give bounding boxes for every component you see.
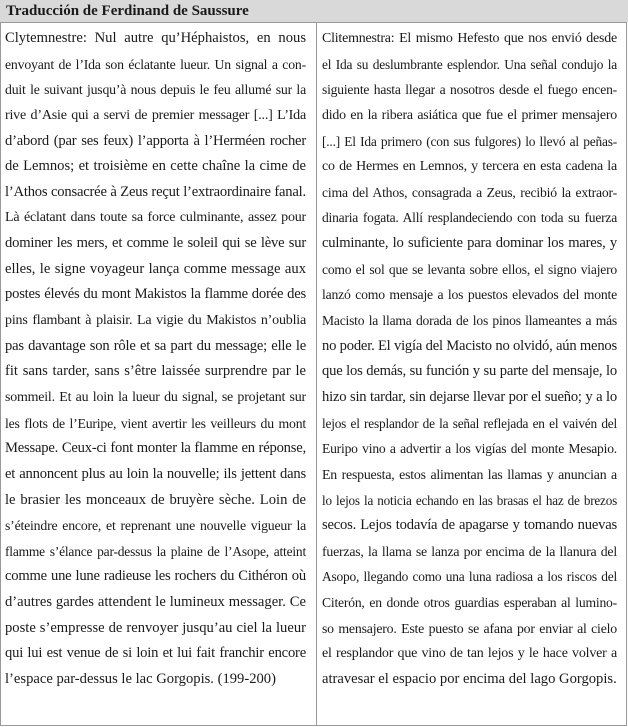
text-line: dido en la ribera asiática que fue el primer mensajero <box>322 107 617 123</box>
text-line: culminante, lo suficiente para dominar los mares, y <box>322 235 617 252</box>
text-line: comme une lune radieuse les rochers du Cithéron où <box>5 568 306 585</box>
text-line: qui lui est venue de si loin et lui fait franchir encore <box>5 645 306 662</box>
text-line: que los demás, su función y su parte del mensaje, lo <box>322 363 617 380</box>
text-line: rive d’Asie qui a servi de premier messager [...] L’Ida <box>5 106 306 123</box>
text-line: el Ida su deslumbrante esplendor. Una señal condujo la <box>322 56 617 72</box>
text-line: envoyant de l’Ida son éclatante lueur. Un signal a con- <box>5 56 306 72</box>
text-line: Euripo vino a advertir a los vigías del monte Mesapio. <box>322 441 617 457</box>
text-line: Messape. Ceux-ci font monter la flamme en réponse, <box>5 440 306 457</box>
text-line: lanzó como mensaje a los puestos elevados del monte <box>322 287 617 303</box>
text-line: duit le suivant jusqu’à nous depuis le feu allumé sur la <box>5 82 306 98</box>
header-bar <box>0 0 628 22</box>
text-line: Clitemnestra: El mismo Hefesto que nos envió desde <box>322 31 617 46</box>
text-line: so mensajero. Este puesto se afana por enviar al cielo <box>322 620 617 636</box>
text-line: d’autres gardes attendent le lumineux messager. Ce <box>5 594 306 611</box>
text-line: como el sol que se levanta sobre ellos, el signo viajero <box>322 261 617 277</box>
text-line: l’espace par-dessus le lac Gorgopis. (199-200) <box>5 671 276 688</box>
text-line: pins flambant à plaisir. La vigie du Makistos n’oublia <box>5 312 306 329</box>
text-line: sommeil. Et au loin la lueur du signal, se projetant sur <box>5 389 306 405</box>
text-line: s’éteindre encore, et reprenant une nouvelle vigueur la <box>5 518 306 534</box>
text-line: Macisto la llama dorada de los pinos llameantes a más <box>322 313 617 329</box>
text-line: hizo sin tardar, sin dejarse llevar por el sueño; y a lo <box>322 388 617 405</box>
spanish-text-column <box>322 26 617 693</box>
text-line: co de Hermes en Lemnos, y tercera en esta cadena la <box>322 159 617 175</box>
text-line: postes élevés du mont Makistos la flamme dorée des <box>5 286 306 303</box>
page-title: Traducción de Ferdinand de Saussure <box>6 3 249 19</box>
text-line: el resplandor que vino de tan lejos y le hace volver a <box>322 646 617 662</box>
text-line: En respuesta, estos alimentan las llamas y anuncian a <box>322 466 617 482</box>
text-line: flamme s’élance par-dessus la plaine de l’Asope, atteint <box>5 543 306 559</box>
text-line: dinaria fogata. Allí resplandeciendo con toda su fuerza <box>322 210 617 226</box>
text-line: dominer les mers, et comme le soleil qui se lève sur <box>5 235 306 252</box>
text-line: elles, le signe voyageur lança comme message aux <box>5 260 306 277</box>
text-line: Citerón, en donde otros guardias esperaban al lumino- <box>322 595 617 611</box>
french-text-column <box>5 26 306 693</box>
text-line: Clytemnestre: Nul autre qu’Héphaistos, en nous <box>5 30 306 46</box>
text-line: d’abord (par ses feux) l’apporta à l’Herméen rocher <box>5 132 306 149</box>
text-line: Là éclatant dans toute sa force culminante, assez pour <box>5 210 306 226</box>
text-line: et annoncent plus au loin la nouvelle; ils jettent dans <box>5 465 306 482</box>
text-line: lejos el resplandor de la señal reflejada en el vaivén del <box>322 415 617 431</box>
text-line: poste s’empresse de renvoyer jusqu’au ciel la lueur <box>5 619 306 636</box>
text-line: lo lejos la noticia echando en las brasas el haz de brezos <box>322 492 617 508</box>
text-line: siguiente hasta llegar a nosotros desde el fuego encen- <box>322 82 617 98</box>
text-line: atravesar el espacio por encima del lago Gorgopis. <box>322 671 617 688</box>
text-line: no poder. El vigía del Macisto no olvidó, aún menos <box>322 337 618 354</box>
text-line: cima del Athos, consagrada a Zeus, recibió la extraor- <box>322 184 617 200</box>
text-line: secos. Lejos todavía de apagarse y tomando nuevas <box>322 517 617 534</box>
text-line: les flots de l’Euripe, vient avertir les veilleurs du mont <box>5 415 306 431</box>
text-line: de Lemnos; et troisième en cette chaîne la cime de <box>5 158 306 175</box>
column-divider <box>316 22 317 726</box>
text-line: Asopo, llegando como una luna radiosa a los riscos del <box>322 569 617 585</box>
text-line: [...] El Ida primero (con sus fulgores) lo llevó al peñas- <box>322 133 617 149</box>
text-line: l’Athos consacrée à Zeus reçut l’extraordinaire fanal. <box>5 183 306 200</box>
text-line: fit sans tarder, sans s’être laissée surprendre par le <box>5 363 306 380</box>
text-line: pas davantage son rôle et sa part du message; elle le <box>5 337 306 354</box>
text-line: fuerzas, la llama se lanza por encima de la llanura del <box>322 543 617 559</box>
text-line: le brasier les monceaux de bruyère sèche. Loin de <box>5 491 306 508</box>
